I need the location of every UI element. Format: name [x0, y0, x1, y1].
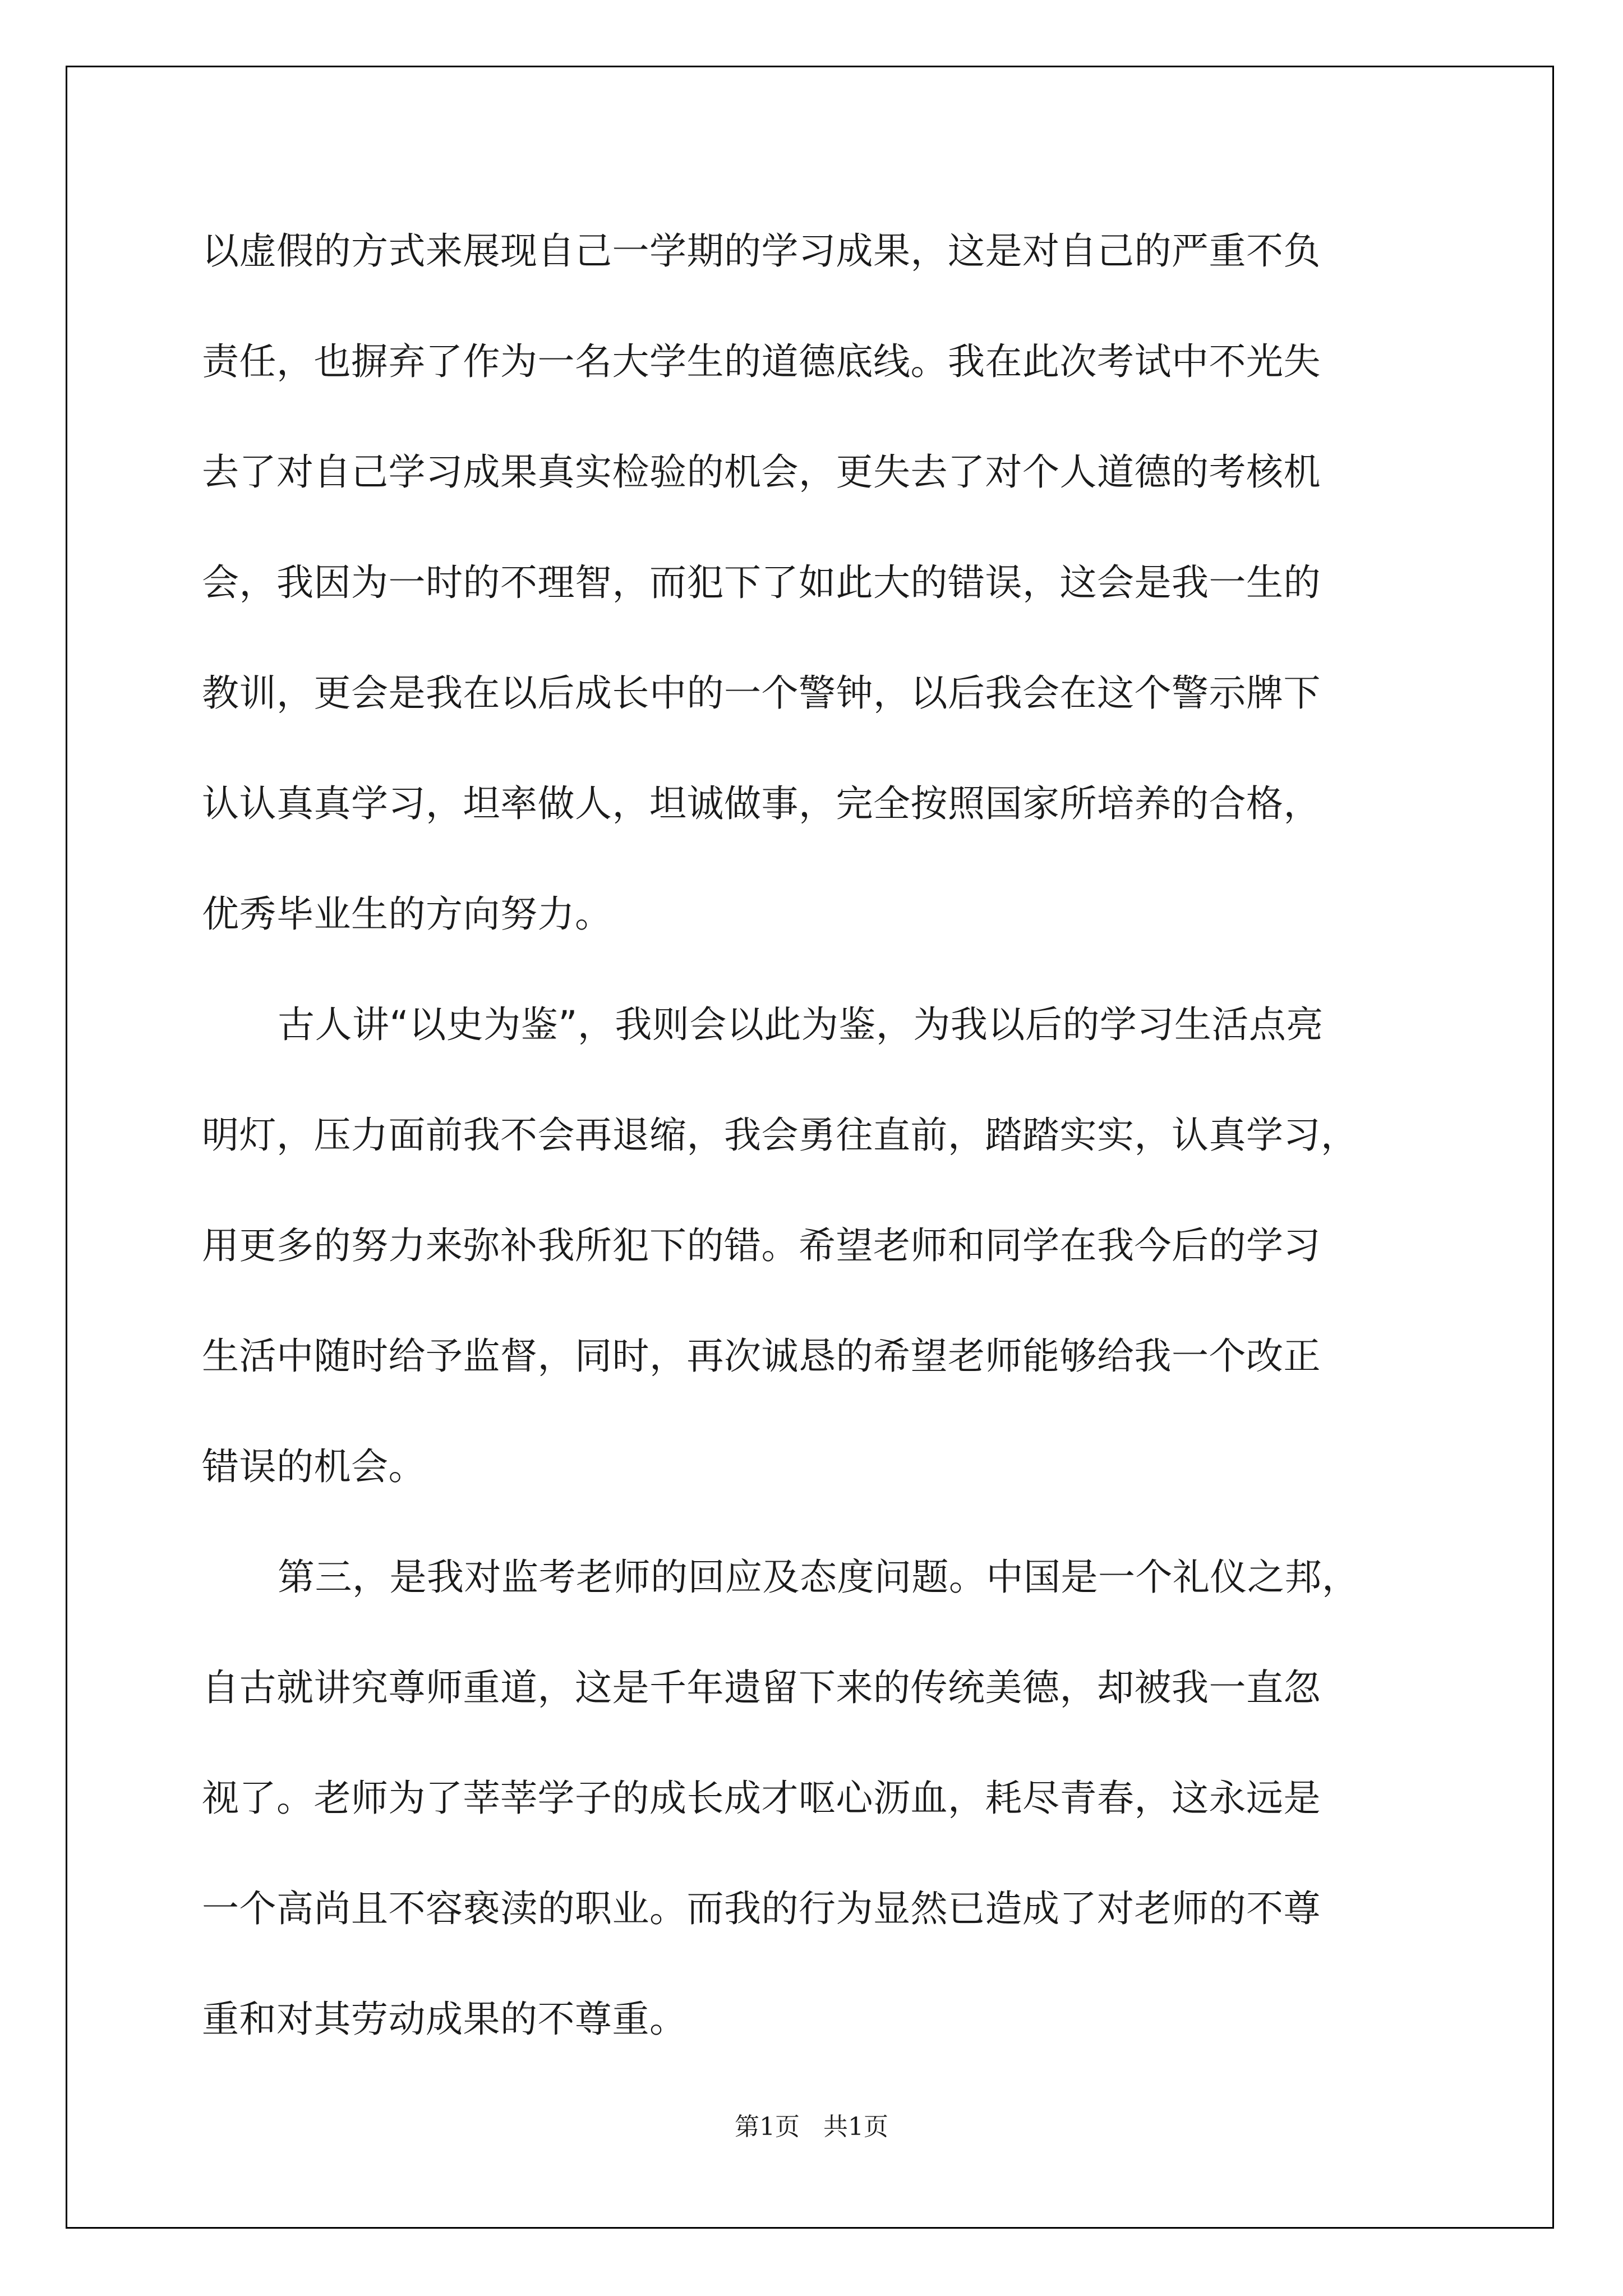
- paragraph-start-line: 古人讲“以史为鉴”，我则会以此为鉴，为我以后的学习生活点亮: [278, 1003, 1324, 1046]
- text-line: 错误的机会。: [202, 1445, 426, 1488]
- text-line: 明灯，压力面前我不会再退缩，我会勇往直前，踏踏实实，认真学习，: [202, 1114, 1358, 1157]
- page-number-footer: 第1页 共1页: [735, 2113, 888, 2141]
- text-line: 会，我因为一时的不理智，而犯下了如此大的错误，这会是我一生的: [202, 561, 1321, 604]
- text-line: 用更多的努力来弥补我所犯下的错。希望老师和同学在我今后的学习: [202, 1224, 1321, 1267]
- text-line: 优秀毕业生的方向努力。: [202, 892, 612, 936]
- text-line: 认认真真学习，坦率做人，坦诚做事，完全按照国家所培养的合格，: [202, 782, 1321, 825]
- text-line: 教训，更会是我在以后成长中的一个警钟，以后我会在这个警示牌下: [202, 671, 1321, 715]
- text-line: 自古就讲究尊师重道，这是千年遗留下来的传统美德，却被我一直忽: [202, 1666, 1321, 1709]
- paragraph-start-line: 第三，是我对监考老师的回应及态度问题。中国是一个礼仪之邦，: [278, 1556, 1359, 1599]
- text-line: 以虚假的方式来展现自己一学期的学习成果，这是对自己的严重不负: [202, 229, 1321, 273]
- text-line: 责任，也摒弃了作为一名大学生的道德底线。我在此次考试中不光失: [202, 340, 1321, 383]
- text-line: 去了对自己学习成果真实检验的机会，更失去了对个人道德的考核机: [202, 450, 1321, 494]
- text-line: 生活中随时给予监督，同时，再次诚恳的希望老师能够给我一个改正: [202, 1335, 1321, 1378]
- text-line: 一个高尚且不容亵渎的职业。而我的行为显然已造成了对老师的不尊: [202, 1887, 1321, 1930]
- text-line: 重和对其劳动成果的不尊重。: [202, 1998, 687, 2041]
- text-line: 视了。老师为了莘莘学子的成长成才呕心沥血，耗尽青春，这永远是: [202, 1777, 1321, 1820]
